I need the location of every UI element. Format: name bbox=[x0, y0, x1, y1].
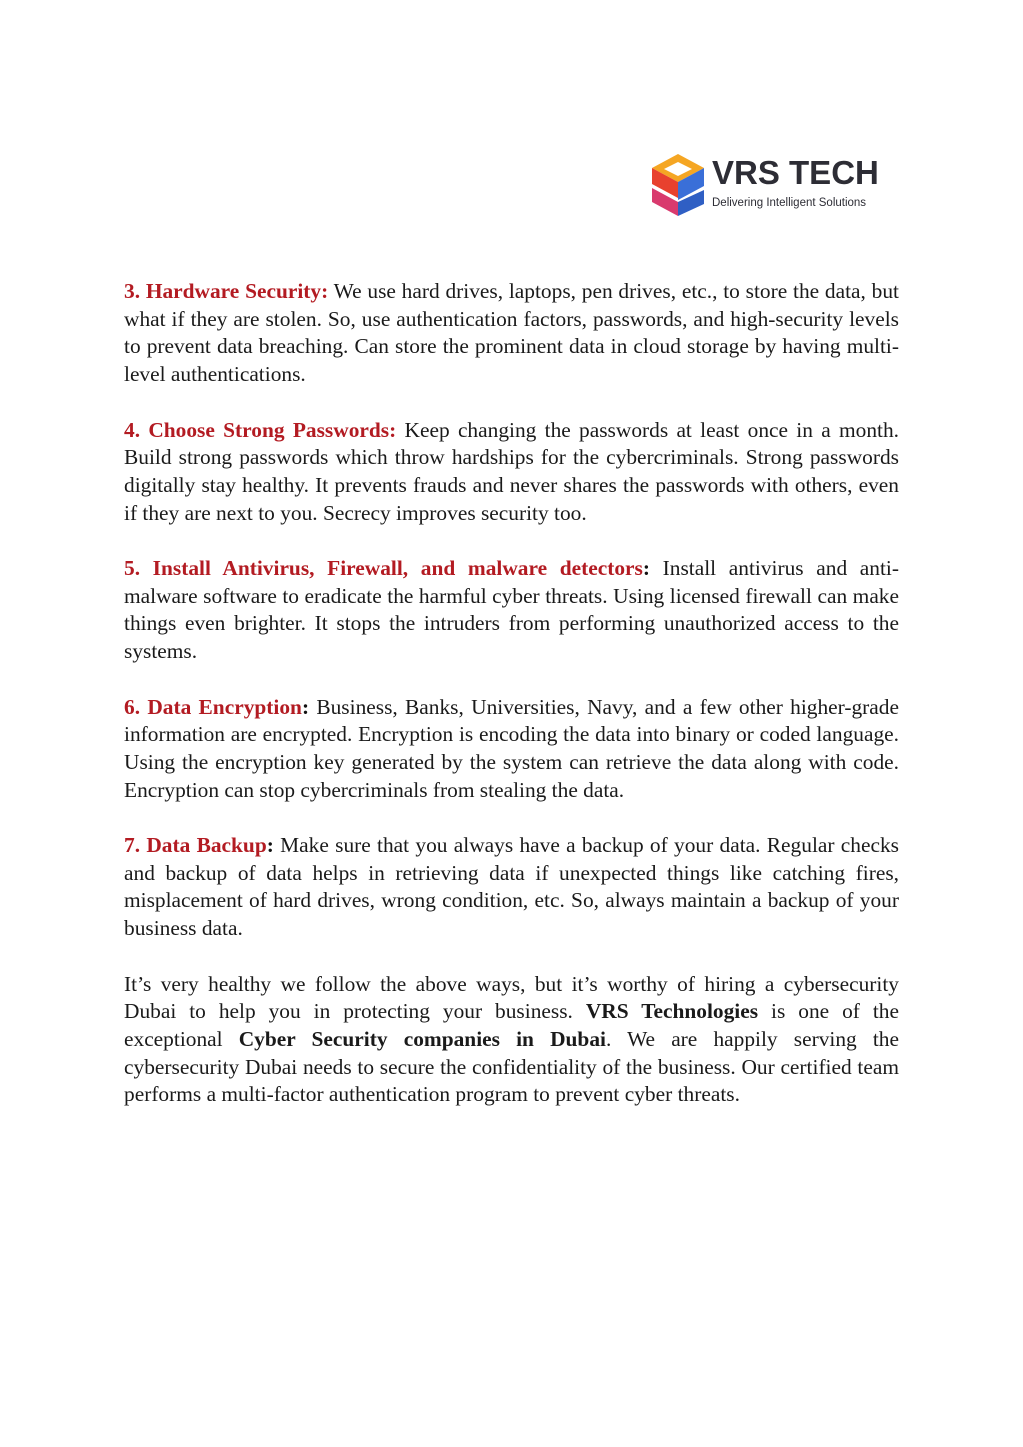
section-heading: 3. Hardware Security: bbox=[124, 279, 329, 303]
section-data-backup bbox=[124, 832, 899, 943]
closing-text: . We are happily serving the cybersecurity Dubai needs to secure the confidentiality of the business. Our certified team performs a multi-factor authentication program to prevent cyber threats. bbox=[124, 1026, 899, 1107]
logo-name: VRS TECH bbox=[712, 154, 879, 191]
section-antivirus bbox=[124, 555, 899, 666]
section-body: Install antivirus and anti-malware software to eradicate the harmful cyber threats. Using licensed firewall can make things even brighter. It stops the intruders from performing unauthorized access to the systems. bbox=[124, 556, 899, 664]
keyword-bold: Cyber Security companies in Dubai bbox=[238, 1026, 606, 1051]
company-logo bbox=[648, 152, 893, 218]
section-heading: 7. Data Backup bbox=[124, 833, 267, 857]
section-body: Make sure that you always have a backup of your data. Regular checks and backup of data helps in retrieving data if unexpected things like catching fires, misplacement of hard drives, wrong condition, etc. So, always maintain a backup of your business data. bbox=[124, 833, 899, 941]
section-heading: 4. Choose Strong Passwords: bbox=[124, 417, 397, 442]
section-body: Business, Banks, Universities, Navy, and a few other higher-grade information are encrypted. Encryption is encoding the data into binary or coded language. Using the encryption key generated by the system can retrieve the data along with code. Encryption can stop cybercriminals from stealing the data. bbox=[124, 694, 899, 802]
section-colon: : bbox=[301, 694, 310, 719]
section-heading: 6. Data Encryption bbox=[124, 694, 302, 719]
closing-text: is one of the exceptional bbox=[124, 999, 899, 1051]
section-body: We use hard drives, laptops, pen drives, etc., to store the data, but what if they are stolen. So, use authentication factors, passwords, and high-security levels to prevent data breaching. Can store the prominent data in cloud storage by having multi-level authentications. bbox=[124, 279, 899, 387]
document-body bbox=[124, 278, 899, 1109]
logo-tagline: Delivering Intelligent Solutions bbox=[712, 197, 867, 209]
company-name-bold: VRS Technologies bbox=[585, 999, 759, 1024]
section-strong-passwords bbox=[124, 417, 899, 528]
section-colon: : bbox=[266, 833, 274, 857]
section-body: Keep changing the passwords at least once in a month. Build strong passwords which throw hardships for the cybercriminals. Strong passwords digitally stay healthy. It prevents frauds and never shares the passwords with others, even if they are next to you. Secrecy improves security too. bbox=[124, 417, 899, 525]
section-heading: 5. Install Antivirus, Firewall, and malware detectors bbox=[124, 556, 643, 580]
section-colon: : bbox=[642, 556, 651, 580]
section-data-encryption bbox=[124, 694, 899, 805]
closing-paragraph bbox=[124, 971, 899, 1110]
section-hardware-security bbox=[124, 278, 899, 389]
closing-text: It’s very healthy we follow the above ways, but it’s worthy of hiring a cybersecurity Dubai to help you in protecting your business. bbox=[124, 971, 899, 1024]
cube-logo-icon bbox=[648, 152, 708, 218]
